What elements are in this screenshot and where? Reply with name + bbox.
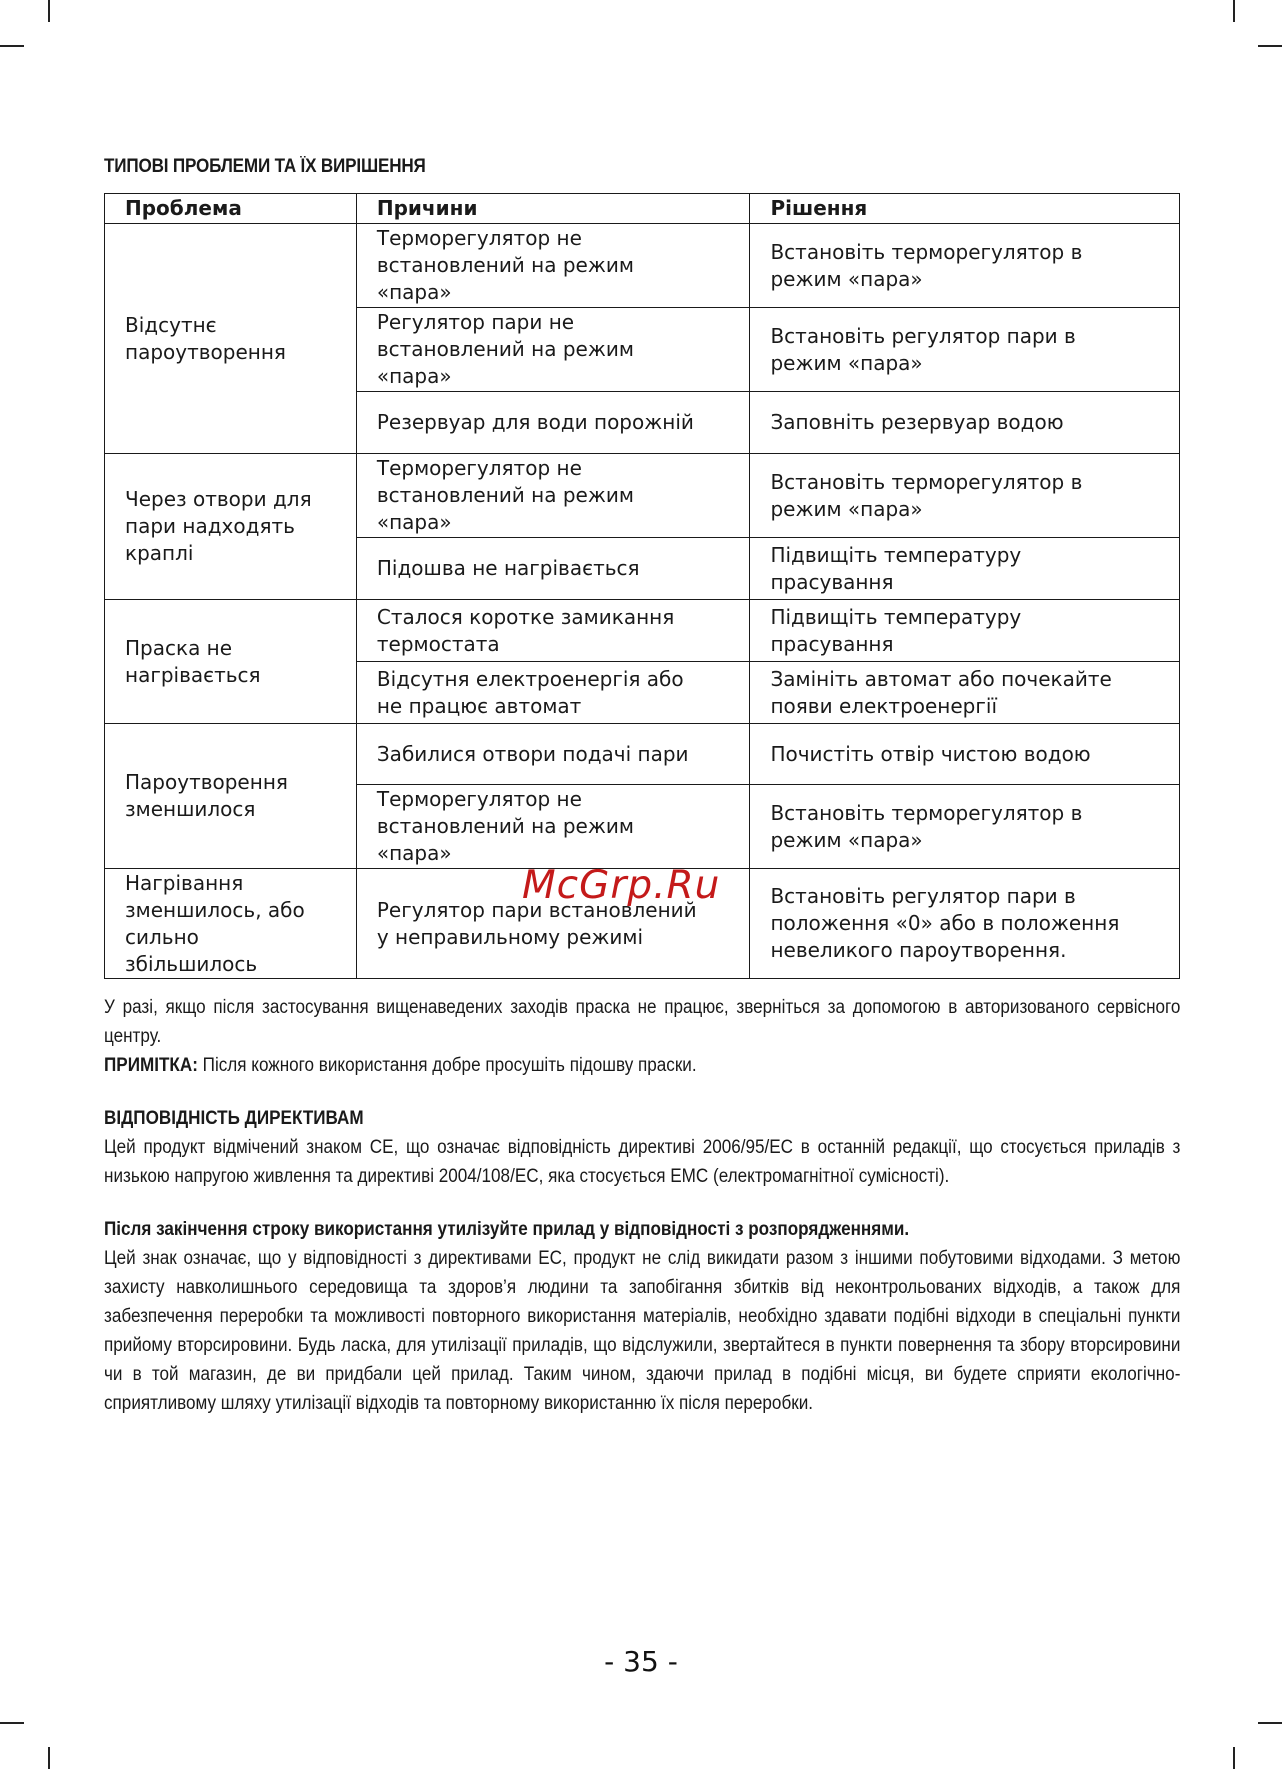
column-header-problem: Проблема bbox=[105, 194, 357, 224]
table-row bbox=[105, 454, 1180, 538]
table-header-row bbox=[105, 194, 1180, 224]
solution-cell: Встановіть регулятор пари в режим «пара» bbox=[750, 308, 1180, 392]
crop-mark bbox=[0, 45, 24, 47]
cause-cell: Забилися отвори подачі пари bbox=[356, 724, 750, 785]
solution-cell: Підвищіть температуру прасування bbox=[750, 600, 1180, 662]
cause-cell: Сталося коротке замикання термостата bbox=[356, 600, 750, 662]
column-header-causes: Причини bbox=[356, 194, 750, 224]
solution-cell: Замініть автомат або почекайте появи електроенергії bbox=[750, 662, 1180, 724]
watermark-logo: McGrp.Ru bbox=[522, 863, 721, 908]
directives-heading: ВІДПОВІДНІСТЬ ДИРЕКТИВАМ bbox=[104, 1108, 364, 1129]
cause-cell: Резервуар для води порожній bbox=[356, 392, 750, 454]
solution-cell: Встановіть терморегулятор в режим «пара» bbox=[750, 454, 1180, 538]
table-row bbox=[105, 724, 1180, 785]
troubleshooting-heading: ТИПОВІ ПРОБЛЕМИ ТА ЇХ ВИРІШЕННЯ bbox=[104, 156, 426, 177]
note-paragraph bbox=[104, 1051, 1180, 1080]
solution-cell: Встановіть регулятор пари в положення «0» або в положення невеликого пароутворення. bbox=[750, 869, 1180, 979]
cause-cell: Підошва не нагрівається bbox=[356, 538, 750, 600]
solution-cell: Підвищіть температуру прасування bbox=[750, 538, 1180, 600]
solution-cell: Встановіть терморегулятор в режим «пара» bbox=[750, 785, 1180, 869]
solution-cell: Почистіть отвір чистою водою bbox=[750, 724, 1180, 785]
crop-mark bbox=[1233, 0, 1235, 22]
page-content bbox=[104, 156, 1180, 1418]
crop-mark bbox=[1258, 45, 1282, 47]
table-row bbox=[105, 224, 1180, 308]
disposal-text: Цей знак означає, що у відповідності з директивами ЕС, продукт не слід викидати разом з іншими побутовими відходами. З метою захисту навколишнього середовища та здоров’я людини та запобігання збитків від неконтрольованих відходів, а також для забезпечення переробки та можливості повторного використання матеріалів, необхідно здавати подібні відходи в спеціальні пункти прийому вторсировини. Будь ласка, для утилізації приладів, що відслужили, звертайтеся в пункти повернення та збору вторсировини чи в той магазин, де ви придбали цей прилад. Таким чином, здаючи прилад в подібні місця, ви будете сприяти екологічно-сприятливому шляху утилізації відходів та повторному використанню їх після переробки. bbox=[104, 1248, 1181, 1414]
cause-cell: Терморегулятор не встановлений на режим «пара» bbox=[356, 224, 750, 308]
page-number: - 35 - bbox=[604, 1645, 678, 1678]
note-text: Після кожного використання добре просушіть підошву праски. bbox=[197, 1055, 697, 1076]
service-center-text: У разі, якщо після застосування вищенаведених заходів праска не працює, зверніться за допомогою в авторизованого сервісного центру. bbox=[104, 997, 1181, 1047]
cause-cell: Регулятор пари не встановлений на режим «пара» bbox=[356, 308, 750, 392]
crop-mark bbox=[1233, 1747, 1235, 1769]
problem-cell: Нагрівання зменшилось, або сильно збільшилось bbox=[105, 869, 357, 979]
crop-mark bbox=[0, 1722, 24, 1724]
cause-cell: Терморегулятор не встановлений на режим «пара» bbox=[356, 454, 750, 538]
problem-cell: Праска не нагрівається bbox=[105, 600, 357, 724]
cause-cell: Відсутня електроенергія або не працює автомат bbox=[356, 662, 750, 724]
solution-cell: Заповніть резервуар водою bbox=[750, 392, 1180, 454]
table-row bbox=[105, 600, 1180, 662]
crop-mark bbox=[48, 1747, 50, 1769]
troubleshooting-table bbox=[104, 193, 1180, 979]
problem-cell: Відсутнє пароутворення bbox=[105, 224, 357, 454]
column-header-solution: Рішення bbox=[750, 194, 1180, 224]
solution-cell: Встановіть терморегулятор в режим «пара» bbox=[750, 224, 1180, 308]
directives-text: Цей продукт відмічений знаком СЕ, що означає відповідність директиві 2006/95/ЕС в останній редакції, що стосується приладів з низькою напругою живлення та директиві 2004/108/ЕС, яка стосується ЕМС (електромагнітної сумісності). bbox=[104, 1137, 1181, 1187]
crop-mark bbox=[1258, 1722, 1282, 1724]
problem-cell: Пароутворення зменшилося bbox=[105, 724, 357, 869]
crop-mark bbox=[48, 0, 50, 22]
cause-cell: Терморегулятор не встановлений на режим «пара» bbox=[356, 785, 750, 869]
problem-cell: Через отвори для пари надходять краплі bbox=[105, 454, 357, 600]
disposal-heading: Після закінчення строку використання утилізуйте прилад у відповідності з розпорядженнями. bbox=[104, 1219, 910, 1240]
cause-cell: Регулятор пари встановлений у неправильному режимі bbox=[356, 869, 750, 979]
note-label: ПРИМІТКА: bbox=[104, 1055, 198, 1076]
